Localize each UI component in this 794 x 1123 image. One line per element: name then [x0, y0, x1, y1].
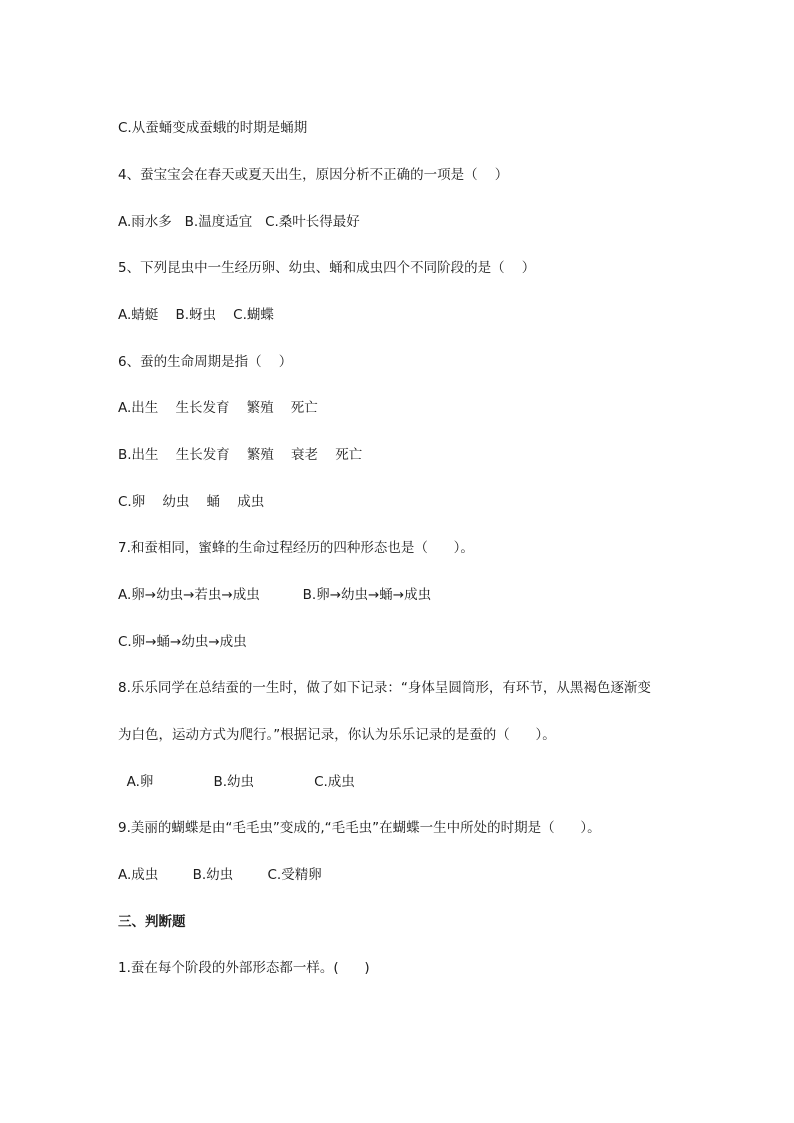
true-false-question-1: 1.蚕在每个阶段的外部形态都一样。( ) [118, 960, 370, 976]
question-6: 6、蚕的生命周期是指（ ） [118, 354, 293, 370]
options-q9: A.成虫 B.幼虫 C.受精卵 [118, 867, 322, 883]
options-q5: A.蜻蜓 B.蚜虫 C.蝴蝶 [118, 307, 274, 323]
option-q6-c: C.卵 幼虫 蛹 成虫 [118, 494, 265, 510]
question-9: 9.美丽的蝴蝶是由“毛毛虫”变成的,“毛毛虫”在蝴蝶一生中所处的时期是（ ）。 [118, 820, 601, 836]
options-q4: A.雨水多 B.温度适宜 C.桑叶长得最好 [118, 214, 360, 230]
section-heading-true-false: 三、判断题 [118, 914, 186, 930]
option-q6-b: B.出生 生长发育 繁殖 衰老 死亡 [118, 447, 363, 463]
option-q7-c: C.卵→蛹→幼虫→成虫 [118, 634, 247, 650]
options-q8: A.卵 B.幼虫 C.成虫 [118, 774, 355, 790]
question-4: 4、蚕宝宝会在春天或夏天出生，原因分析不正确的一项是（ ） [118, 167, 509, 183]
question-8-line-1: 8.乐乐同学在总结蚕的一生时，做了如下记录：“身体呈圆筒形，有环节，从黑褐色逐渐变 [118, 680, 651, 696]
options-q7-ab: A.卵→幼虫→若虫→成虫 B.卵→幼虫→蛹→成虫 [118, 587, 432, 603]
question-5: 5、下列昆虫中一生经历卵、幼虫、蛹和成虫四个不同阶段的是（ ） [118, 260, 536, 276]
question-7: 7.和蚕相同，蜜蜂的生命过程经历的四种形态也是（ ）。 [118, 540, 474, 556]
option-line-q3-c: C.从蚕蛹变成蚕蛾的时期是蛹期 [118, 120, 308, 136]
question-8-line-2: 为白色，运动方式为爬行。”根据记录，你认为乐乐记录的是蚕的（ ）。 [118, 727, 556, 743]
option-q6-a: A.出生 生长发育 繁殖 死亡 [118, 400, 318, 416]
